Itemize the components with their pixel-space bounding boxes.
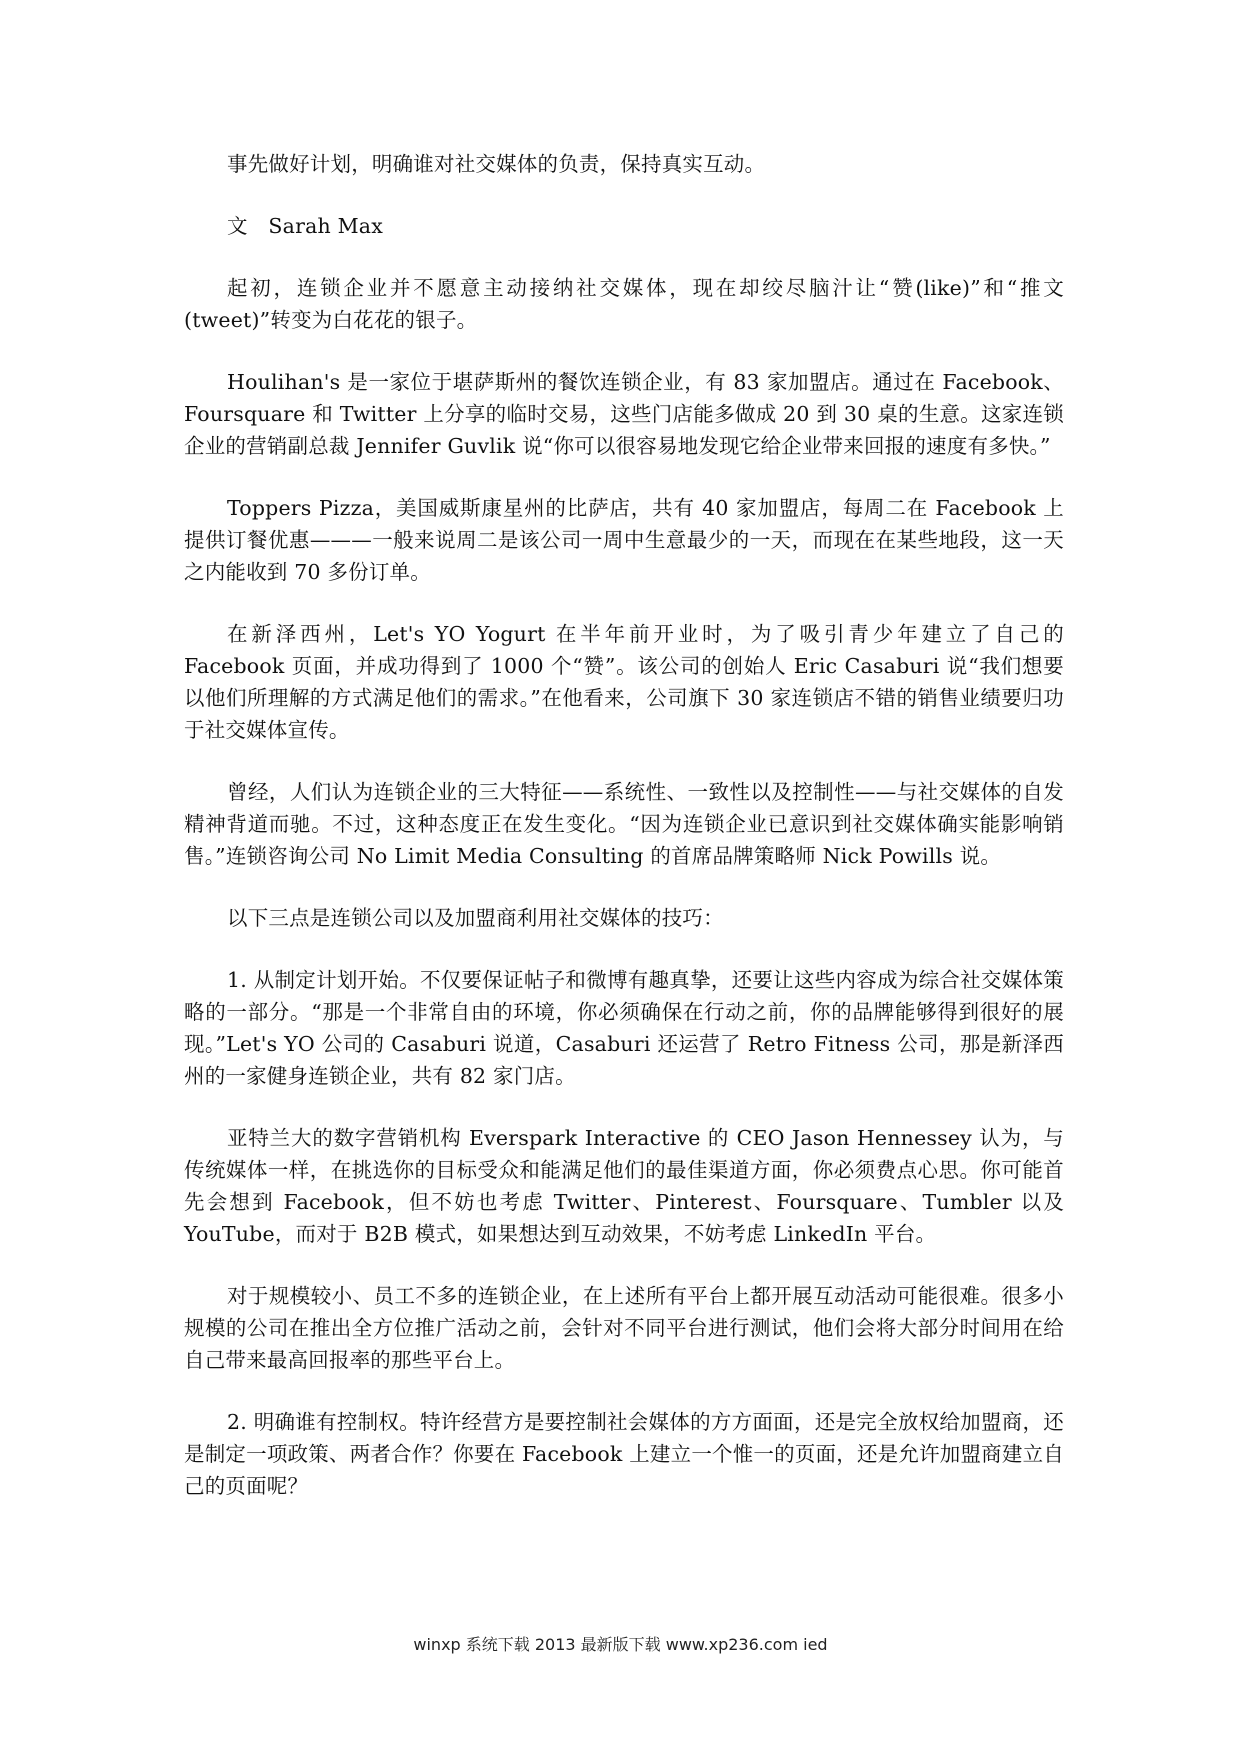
article-subtitle: 事先做好计划，明确谁对社交媒体的负责，保持真实互动。: [227, 152, 766, 176]
article-paragraph: 以下三点是连锁公司以及加盟商利用社交媒体的技巧：: [227, 906, 724, 930]
page-footer: winxp 系统下载 2013 最新版下载 www.xp236.com ied: [413, 1635, 828, 1654]
article-byline: 文 Sarah Max: [227, 214, 383, 238]
article-paragraph: Toppers Pizza，美国威斯康星州的比萨店，共有 40 家加盟店，每周二在 Facebook 上提供订餐优惠———一般来说周二是该公司一周中生意最少的一天，而现在在某些地段，这一天之内能收到 70 多份订单。: [184, 496, 1064, 584]
article-paragraph: 起初，连锁企业并不愿意主动接纳社交媒体，现在却绞尽脑汁让“赞(like)”和“推文(tweet)”转变为白花花的银子。: [184, 276, 1064, 332]
article-paragraph: 在新泽西州，Let's YO Yogurt 在半年前开业时，为了吸引青少年建立了自己的 Facebook 页面，并成功得到了 1000 个“赞”。该公司的创始人 Eric Casaburi 说“我们想要以他们所理解的方式满足他们的需求。”在他看来，公司旗下 30 家连锁店不错的销售业绩要归功于社交媒体宣传。: [184, 622, 1064, 742]
article-paragraph: 1. 从制定计划开始。不仅要保证帖子和微博有趣真挚，还要让这些内容成为综合社交媒体策略的一部分。“那是一个非常自由的环境，你必须确保在行动之前，你的品牌能够得到很好的展现。”Let's YO 公司的 Casaburi 说道，Casaburi 还运营了 Retro Fitness 公司，那是新泽西州的一家健身连锁企业，共有 82 家门店。: [184, 968, 1064, 1088]
article-paragraph: 曾经，人们认为连锁企业的三大特征——系统性、一致性以及控制性——与社交媒体的自发精神背道而驰。不过，这种态度正在发生变化。“因为连锁企业已意识到社交媒体确实能影响销售。”连锁咨询公司 No Limit Media Consulting 的首席品牌策略师 Nick Powills 说。: [184, 780, 1064, 868]
article-paragraph: 亚特兰大的数字营销机构 Everspark Interactive 的 CEO Jason Hennessey 认为，与传统媒体一样，在挑选你的目标受众和能满足他们的最佳渠道方面，你必须费点心思。你可能首先会想到 Facebook，但不妨也考虑 Twitter、Pinterest、Foursquare、Tumbler 以及 YouTube，而对于 B2B 模式，如果想达到互动效果，不妨考虑 LinkedIn 平台。: [184, 1126, 1064, 1246]
article-paragraph: 对于规模较小、员工不多的连锁企业，在上述所有平台上都开展互动活动可能很难。很多小规模的公司在推出全方位推广活动之前，会针对不同平台进行测试，他们会将大部分时间用在给自己带来最高回报率的那些平台上。: [184, 1284, 1064, 1372]
article-body: [184, 148, 1064, 1532]
article-paragraph: 2. 明确谁有控制权。特许经营方是要控制社会媒体的方方面面，还是完全放权给加盟商，还是制定一项政策、两者合作？你要在 Facebook 上建立一个惟一的页面，还是允许加盟商建立自己的页面呢？: [184, 1410, 1064, 1498]
article-paragraph: Houlihan's 是一家位于堪萨斯州的餐饮连锁企业，有 83 家加盟店。通过在 Facebook、Foursquare 和 Twitter 上分享的临时交易，这些门店能多做成 20 到 30 桌的生意。这家连锁企业的营销副总裁 Jennifer Guvlik 说“你可以很容易地发现它给企业带来回报的速度有多快。”: [184, 370, 1064, 458]
